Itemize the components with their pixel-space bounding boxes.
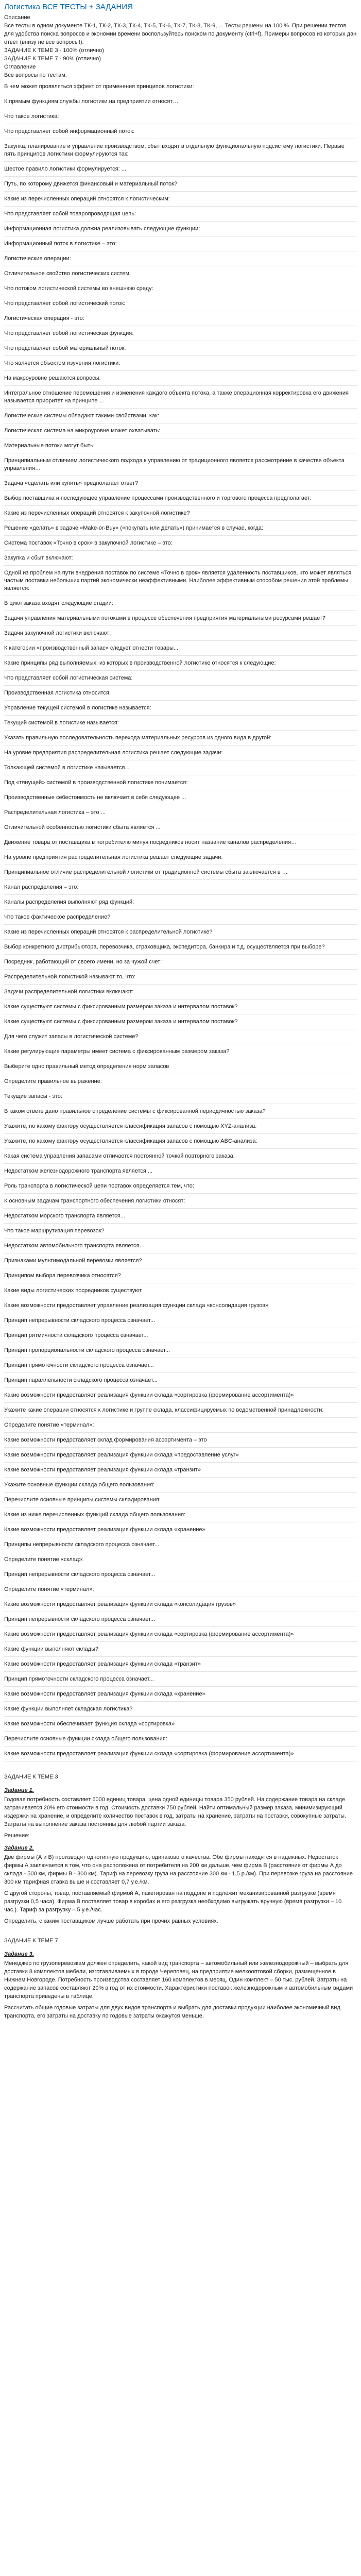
question-item: Для чего служит запасы в логистической системе? xyxy=(4,1029,357,1044)
question-item: Информационная логистика должна реализовывать следующие функции: xyxy=(4,222,357,236)
question-item: Текущий системой в логистике называется: xyxy=(4,716,357,731)
question-item: Информационный поток в логистике – это: xyxy=(4,236,357,251)
question-item: Принципы непрерывности складского процесса означает... xyxy=(4,1537,357,1552)
question-item: Решение «делать» в задаче «Make-or-Buy» («покупать или делать») принимается в случае, когда: xyxy=(4,521,357,536)
question-item: Что такое фактическое распределение? xyxy=(4,910,357,925)
question-item: Принцип прямоточности складского процесса означает... xyxy=(4,1358,357,1373)
question-item: Что такое маршрутизация перевозок? xyxy=(4,1224,357,1239)
question-item: Какие из ниже перечисленных функций склада общего пользования: xyxy=(4,1507,357,1522)
question-item: Путь, по которому движется финансовый и материальный поток? xyxy=(4,177,357,192)
question-item: Производственная логистика относится: xyxy=(4,686,357,701)
section-7-tasks xyxy=(4,1950,357,2020)
question-item: Логистическая система на микроуровне может охватывать: xyxy=(4,423,357,438)
question-item: Определите понятие «склад»: xyxy=(4,1552,357,1567)
question-item: Какие возможности предоставляет реализация функции склада «сортировка (формирование ассортимента)» xyxy=(4,1627,357,1642)
question-list xyxy=(4,79,357,1761)
question-item: Определите правильное выражение: xyxy=(4,1074,357,1089)
question-item: Какие функции выполняют склады? xyxy=(4,1642,357,1657)
task-section-7 xyxy=(4,1937,357,2020)
question-item: Какие регулирующие параметры имеет система с фиксированным размером заказа? xyxy=(4,1044,357,1059)
question-item: Интегральное отношение перемещения и изменения каждого объекта потока, а также операционная корректировка его движения называется приоритет на принципе ... xyxy=(4,386,357,409)
question-item: На уровне предприятия распределительная логистика решает следующие задачи: xyxy=(4,850,357,865)
question-item: Канал распределения – это: xyxy=(4,880,357,895)
question-item: Выберите одно правильный метод определения норм запасов xyxy=(4,1059,357,1074)
question-item: Под «тянущей» системой в производственной логистике понимается: xyxy=(4,775,357,790)
question-item: Материальные потоки могут быть: xyxy=(4,438,357,453)
question-item: На макроуровне решаются вопросы: xyxy=(4,371,357,386)
question-item: Укажите, по какому фактору осуществляется классификация запасов с помощью XYZ-анализа: xyxy=(4,1119,357,1134)
question-item: Отличительной особенностью логистики сбыта является ... xyxy=(4,820,357,835)
question-item: Определите понятие «терминал»: xyxy=(4,1418,357,1433)
question-item: Управление текущей системой в логистике называется: xyxy=(4,701,357,716)
question-item: Какие существуют системы с фиксированным размером заказа и интервалом поставок? xyxy=(4,999,357,1014)
question-item: Принцип ритмичности складского процесса означает... xyxy=(4,1328,357,1343)
question-item: Что представляет собой информационный поток: xyxy=(4,124,357,139)
question-item: Определите понятие «терминал»: xyxy=(4,1582,357,1597)
question-item: Текущие запасы - это: xyxy=(4,1089,357,1104)
question-item: Толкающей системой в логистике называется... xyxy=(4,760,357,775)
question-item: Посредник, работающий от своего имени, но за чужой счет: xyxy=(4,955,357,970)
question-item: Какие возможности предоставляет реализация функции склада «сортировка (формирование ассортимента)» xyxy=(4,1388,357,1403)
question-item: Укажите какие операции относятся к логистике и группе склада, классифицируемых по ведомственной принадлежности: xyxy=(4,1403,357,1418)
task-paragraph: Две фирмы (А и В) производят однотипную продукцию, одинакового качества. Обе фирмы находятся в надежных. Недостаток фирмы А заключается в том, что она расположена от потребителя на 200 км дальше, чем фирма В (расстояние от фирмы А до склада - 500 км, фирмы В - 300 км). Тариф на перевозку груза на расстояние 300 км - 1,5 р./км). При перевозке груза на расстояние 300 км тарифная ставка выше и составляет 0,7 у.е./км. xyxy=(4,1854,355,1885)
question-item: Недостатком морского транспорта является... xyxy=(4,1209,357,1224)
question-item: Принцип непрерывности складского процесса означает... xyxy=(4,1567,357,1582)
question-item: Задачи управления материальными потоками в процессе обеспечения предприятия материальными ресурсами решает? xyxy=(4,611,357,626)
question-item: Какие возможности предоставляет реализация функции склада «сортировка (формирование ассортимента)» xyxy=(4,1747,357,1761)
section-title-3: ЗАДАНИЕ К ТЕМЕ 3 xyxy=(4,1774,58,1780)
question-item: К основным задачам транспортного обеспечения логистики относят: xyxy=(4,1194,357,1209)
question-item: Какие возможности предоставляет склад формирования ассортимента – это xyxy=(4,1433,357,1448)
question-item: Какие из перечисленных операций относятся к распределительной логистике? xyxy=(4,925,357,940)
question-item: Недостатком автомобильного транспорта является… xyxy=(4,1239,357,1253)
intro-line: Все тесты в одном документе ТК-1, ТК-2, ТК-3, ТК-4, ТК-5, ТК-6, ТК-7, ТК-8, ТК-9, ... Тесты решены на 100 %. При решении тестов для удобства поиска вопросов и экономии времени воспользуйтесь поиском по документу (ctrl+f). Примеры вопросов из которых дан ответ (внизу не все вопросы!): xyxy=(4,23,358,45)
question-item: Принцип непрерывности складского процесса означает... xyxy=(4,1313,357,1328)
question-item: Какие возможности предоставляет реализация функции склада «консолидация грузов» xyxy=(4,1597,357,1612)
question-item: Выбор поставщика и последующее управление процессами производственного и торгового процесса предполагает: xyxy=(4,491,357,506)
task-paragraph: Решение: xyxy=(4,1833,30,1839)
question-item: Какие возможности обеспечивает функция склада «сортировка» xyxy=(4,1717,357,1732)
task-label: Задание 1. xyxy=(4,1787,34,1793)
task-paragraph: Определить, с каким поставщиком лучше работать при прочих равных условиях. xyxy=(4,1918,218,1924)
question-item: Распределительная логистика – это ... xyxy=(4,805,357,820)
task-section-3 xyxy=(4,1773,357,1925)
question-item: Какие из перечисленных операций относятся к логистическим: xyxy=(4,192,357,207)
task-paragraph: Годовая потребность составляет 6000 единиц товара, цена одной единицы товара 350 рублей. На содержание товара на складе затрачивается 20% его стоимости в год. Стоимость доставки 750 рублей. Найти оптимальный размер заказа, минимизирующий издержки на хранение, и определите количество поставок в год, затраты на хранение, затраты на поставки, совокупные затраты. Затраты на выполнение заказа постоянны для любой партии заказа. xyxy=(4,1797,348,1827)
document-title: Логистика ВСЕ ТЕСТЫ + ЗАДАНИЯ xyxy=(4,3,133,11)
question-item: Какие принципы ряд выполняемых, из которых в производственной логистике относятся к следующие: xyxy=(4,656,357,671)
question-item: К прямым функциям службы логистики на предприятии относят… xyxy=(4,94,357,109)
question-item: Недостатком железнодорожного транспорта является ... xyxy=(4,1164,357,1179)
question-item: Выбор конкретного дистрибьютора, перевозчика, страховщика, экспедитора, банкира и т.д. осуществляется при выборе? xyxy=(4,940,357,955)
intro-line: Все вопросы по тестам: xyxy=(4,72,67,78)
question-item: Какие возможности предоставляет управление реализация функции склада «консолидация грузов» xyxy=(4,1298,357,1313)
question-item: Какие из перечисленных операций относятся к закупочной логистике? xyxy=(4,506,357,521)
question-item: Принцип непрерывности складского процесса означает... xyxy=(4,1612,357,1627)
question-item: Задача «сделать или купить» предполагает ответ? xyxy=(4,476,357,491)
question-item: Что является объектом изучения логистики: xyxy=(4,356,357,371)
question-item: Укажите, по какому фактору осуществляется классификация запасов с помощью ABC-анализа: xyxy=(4,1134,357,1149)
question-item: Движение товара от поставщика в потребителю минуя посредников носит название каналов распределения… xyxy=(4,835,357,850)
question-item: Что представляет собой логистический поток: xyxy=(4,296,357,311)
question-item: В каком ответе дано правильное определение системы с фиксированной периодичностью заказа? xyxy=(4,1104,357,1119)
question-item: Роль транспорта в логистической цепи поставок определяется тем, что: xyxy=(4,1179,357,1194)
question-item: Шестое правило логистики формулируется: ... xyxy=(4,162,357,177)
question-item: Какие возможности предоставляет реализация функции склада «предоставление услуг» xyxy=(4,1448,357,1463)
question-item: Что потоком логистической системы во внешнюю среду: xyxy=(4,281,357,296)
question-item: Задачи закупочной логистики включают: xyxy=(4,626,357,641)
question-item: Какая система управления запасами отличается постоянной точкой повторного заказа: xyxy=(4,1149,357,1164)
question-item: К категории «производственный запас» следует отнести товары... xyxy=(4,641,357,656)
question-item: Одной из проблем на пути внедрения поставок по системе «Точно в срок» является удаленность поставщиков, что может являться частым поставки небольших партий экономически неэффективными. Наиболее эффективным способом решения этой проблемы является: xyxy=(4,566,357,596)
question-item: Производственные себестоимость не включает в себя следующее ... xyxy=(4,790,357,805)
question-item: Какие возможности предоставляет реализация функции склада «транзит» xyxy=(4,1657,357,1672)
question-item: Принцип параллельности складского процесса означает... xyxy=(4,1373,357,1388)
question-item: Логистические системы обладают такими свойствами, как: xyxy=(4,409,357,423)
question-item: Укажите основные функции склада общего пользования: xyxy=(4,1478,357,1493)
question-item: Признаками мультимодальной перевозки является? xyxy=(4,1253,357,1268)
question-item: Какие возможности предоставляет реализация функции склада «транзит» xyxy=(4,1463,357,1478)
question-item: Каналы распределения выполняют ряд функций: xyxy=(4,895,357,910)
question-item: Какие возможности предоставляет реализация функции склада «хранение» xyxy=(4,1687,357,1702)
question-item: Принцип пропорциональности складского процесса означает... xyxy=(4,1343,357,1358)
question-item: Что представляет собой логистическая система: xyxy=(4,671,357,686)
question-item: Принципиальное отличие распределительной логистики от традиционной системы сбыта заключается в … xyxy=(4,865,357,880)
question-item: Принципом выбора перевозчика относятся? xyxy=(4,1268,357,1283)
question-item: Какие возможности предоставляет реализация функции склада «хранение» xyxy=(4,1522,357,1537)
intro-line: ЗАДАНИЕ К ТЕМЕ 3 - 100% (отлично) xyxy=(4,47,105,54)
question-item: Распределительной логистикой называют то, что: xyxy=(4,970,357,985)
question-item: Принципиальным отличием логистического подхода к управлению от традиционного является рассмотрение в качестве объекта управления… xyxy=(4,453,357,476)
task-label: Задание 2. xyxy=(4,1845,34,1851)
question-item: Логистическая операция - это: xyxy=(4,311,357,326)
question-item: Что представляет собой товаропроводящая цепь: xyxy=(4,207,357,222)
question-item: Какие виды логистических посредников существуют xyxy=(4,1283,357,1298)
question-item: Отличительное свойство логистических систем: xyxy=(4,266,357,281)
task-paragraph: Рассчитать общие годовые затраты для двух видов транспорта и выбрать для доставки продукции наиболее экономичный вид транспорта, его затраты на доставку по годовые затраты окажутся меньше. xyxy=(4,2005,342,2019)
question-item: Закупка и сбыт включают: xyxy=(4,551,357,566)
question-item: Что такое логистика: xyxy=(4,109,357,124)
question-item: Задачи распределительной логистики включают: xyxy=(4,985,357,999)
question-item: Перечислите основные функции склада общего пользования: xyxy=(4,1732,357,1747)
question-item: Что представляет собой материальный поток: xyxy=(4,341,357,356)
question-item: Логистические операции: xyxy=(4,251,357,266)
question-item: Какие существуют системы с фиксированным размером заказа и интервалом поставок? xyxy=(4,1014,357,1029)
intro-line: Описание xyxy=(4,14,30,21)
question-item: Какие функции выполняет складская логистика? xyxy=(4,1702,357,1717)
question-item: В чем может проявляться эффект от применения принципов логистики: xyxy=(4,79,357,94)
task-paragraph: Менеджер по грузоперевозкам должен определить, какой вид транспорта – автомобильный или железнодорожный – выбрать для доставки 8 комплектов мебели, изготавливаемых в городе Череповец, на предприятие мелкооптовой сборки, размещенное в Нижнем Новгороде. Потребность производства составляет 160 комплектов в месяц. Один комплект – 50 тыс. рублей. Затраты на содержание запасов составляют 20% в год от их стоимости. Характеристики поставок железнодорожным и автомобильным видами транспорта приведены в таблице. xyxy=(4,1960,355,1999)
section-title-7: ЗАДАНИЕ К ТЕМЕ 7 xyxy=(4,1938,58,1944)
intro-block xyxy=(4,13,357,79)
question-item: Закупка, планирование и управление производством, сбыт входят в отдельную функциональную подсистему логистики. Первые пять принципов логистики формулируются так: xyxy=(4,139,357,162)
question-item: Перечислите основные принципы системы складирования: xyxy=(4,1493,357,1507)
question-item: Указать правильную последовательность перехода материальных ресурсов из одного вида в другой: xyxy=(4,731,357,745)
task-paragraph: С другой стороны, товар, поставляемый фирмой А, пакетирован на поддоне и подлежит механизированной разгрузке (время разгрузки 0,5 часа). Фирма В поставляет товар в коробах и его разгрузка необходимо выгружать вручную (время разгрузки – 10 час.). Тариф за разгрузку – 5 у.е./час. xyxy=(4,1890,343,1913)
intro-line: ЗАДАНИЕ К ТЕМЕ 7 - 90% (отлично) xyxy=(4,56,101,62)
question-item: Что представляет собой логистическая функция: xyxy=(4,326,357,341)
intro-line: Оглавление xyxy=(4,64,36,70)
task-label: Задание 3. xyxy=(4,1951,34,1957)
question-item: Система поставок «Точно в срок» в закупочной логистике – это: xyxy=(4,536,357,551)
question-item: На уровне предприятия распределительная логистика решает следующие задачи: xyxy=(4,745,357,760)
question-item: Принцип прямоточности складского процесса означает... xyxy=(4,1672,357,1687)
section-3-tasks xyxy=(4,1786,357,1925)
question-item: В цикл заказа входят следующие стадии: xyxy=(4,596,357,611)
